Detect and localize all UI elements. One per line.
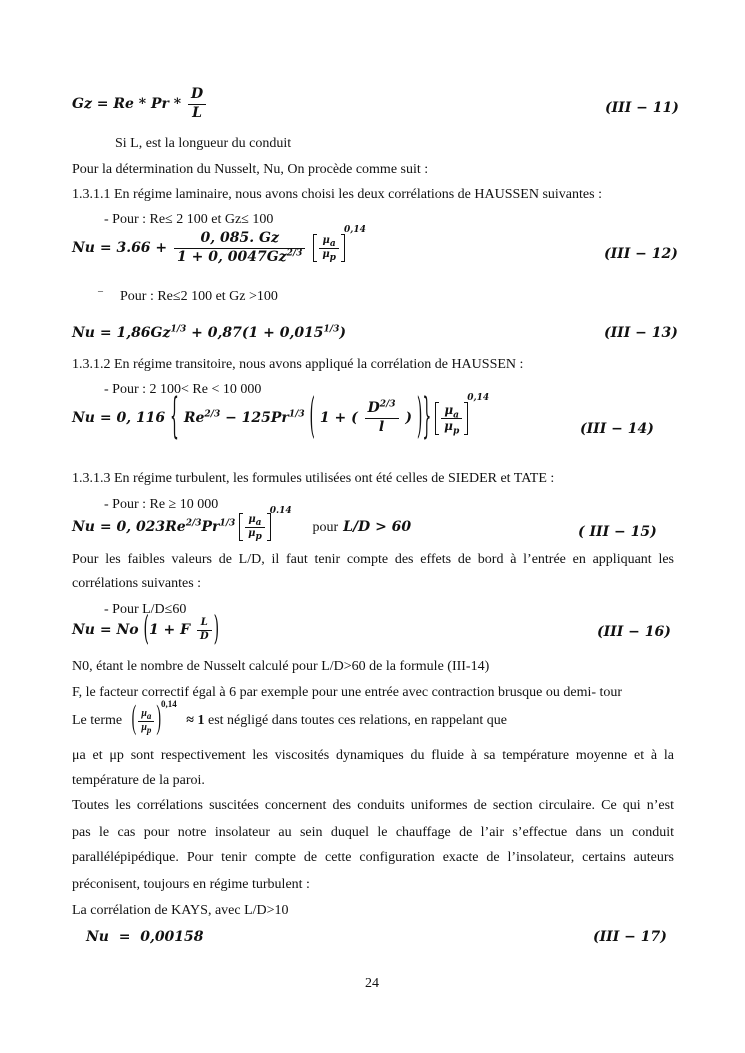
section-1312: 1.3.1.2 En régime transitoire, nous avons appliqué la corrélation de HAUSSEN : <box>72 357 524 372</box>
paragraph-toutes-line3: parallélépipédique. Pour tenir compte de cette configuration exacte de l’insolateur, certains auteurs <box>72 850 674 865</box>
condition-transitional: - Pour : 2 100< Re < 10 000 <box>104 382 262 397</box>
equation-iii-17: Nu = 0,00158 <box>86 929 204 945</box>
equation-iii-12: Nu = 3.66 + $\frac{0, 085. Gz}{1 + 0, 0047Gz^{2/3}}$ $\frac{\mu_a}{\mu_p}$ $^{0,14}$ <box>72 225 366 265</box>
equation-label-iii-11: (III − 11) <box>605 100 679 116</box>
equation-iii-15: Nu = 0, $023Re^{2/3}Pr^{1/3}$ $\frac{\mu_a}{\mu_p}$ $^{0.14}$ pour L/D > 60 <box>72 506 412 542</box>
equation-label-iii-17: (III − 17) <box>593 929 667 945</box>
equation-iii-16: Nu = No (1 + F $\frac{L}{D}$ ) <box>72 610 220 650</box>
paragraph-mu-line1: μa et μp sont respectivement les viscosités dynamiques du fluide à sa température moyenne et à la <box>72 748 674 763</box>
equation-label-iii-13: (III − 13) <box>604 325 678 341</box>
condition-laminar-1: - Pour : Re≤ 2 100 et Gz≤ 100 <box>104 212 274 227</box>
text-n0-definition: N0, étant le nombre de Nusselt calculé pour L/D>60 de la formule (III-14) <box>72 659 490 674</box>
condition-dash-icon: – <box>98 286 103 297</box>
paragraph-toutes-line1: Toutes les corrélations suscitées concernent des conduits uniformes de section circulaire. Ce qui n’est <box>72 798 674 813</box>
paragraph-mu-line2: température de la paroi. <box>72 773 205 788</box>
paragraph-faibles-valeurs-line1: Pour les faibles valeurs de L/D, il faut tenir compte des effets de bord à l’entrée en appliquant les <box>72 552 674 567</box>
condition-short-duct: - Pour L/D≤60 <box>104 602 187 617</box>
equation-label-iii-16: (III − 16) <box>597 624 671 640</box>
text-f-definition: F, le facteur correctif égal à 6 par exemple pour une entrée avec contraction brusque ou demi- tour <box>72 685 623 700</box>
equation-iii-13: $Nu = 1,86Gz^{1/3} + 0,87(1 + 0,015^{1/3})$ <box>72 324 346 341</box>
condition-laminar-2: Pour : Re≤2 100 et Gz >100 <box>120 289 278 304</box>
section-1313: 1.3.1.3 En régime turbulent, les formules utilisées ont été celles de SIEDER et TATE : <box>72 471 555 486</box>
text-si-l: Si L, est la longueur du conduit <box>115 136 292 151</box>
equation-label-iii-14: (III − 14) <box>580 421 654 437</box>
equation-label-iii-12: (III − 12) <box>604 246 678 262</box>
text-le-terme: Le terme ( $\frac{\mu_a}{\mu_p}$ )$^{0,14}$ ≈ 1 est négligé dans toutes ces relations, en rappelant que <box>72 698 507 738</box>
text-nusselt-intro: Pour la détermination du Nusselt, Nu, On procède comme suit : <box>72 162 429 177</box>
text-kays: La corrélation de KAYS, avec L/D>10 <box>72 903 289 918</box>
paragraph-faibles-valeurs-line2: corrélations suivantes : <box>72 576 202 591</box>
fraction-d-over-l: $\frac{D}{L}$ <box>188 86 206 122</box>
equation-iii-14: Nu = 0, 116 { $Re^{2/3} - 125Pr^{1/3}$ ( 1 + ( $\frac{D^{2/3}}{l}$ ) )} $\frac{\mu_a}{\mu_p}$ $^{0,14}$ <box>72 390 490 446</box>
equation-label-iii-15: ( III − 15) <box>578 524 657 540</box>
equation-iii-11: Gz = Re * Pr * $\frac{D}{L}$ <box>72 86 208 122</box>
paragraph-toutes-line2: pas le cas pour notre insolateur au sein duquel le chauffage de l’air s’effectue dans un conduit <box>72 825 674 840</box>
page-number: 24 <box>365 976 379 991</box>
condition-turbulent: - Pour : Re ≥ 10 000 <box>104 497 219 512</box>
paragraph-toutes-line4: préconisent, toujours en régime turbulent : <box>72 877 310 892</box>
section-1311: 1.3.1.1 En régime laminaire, nous avons choisi les deux corrélations de HAUSSEN suivantes : <box>72 187 602 202</box>
